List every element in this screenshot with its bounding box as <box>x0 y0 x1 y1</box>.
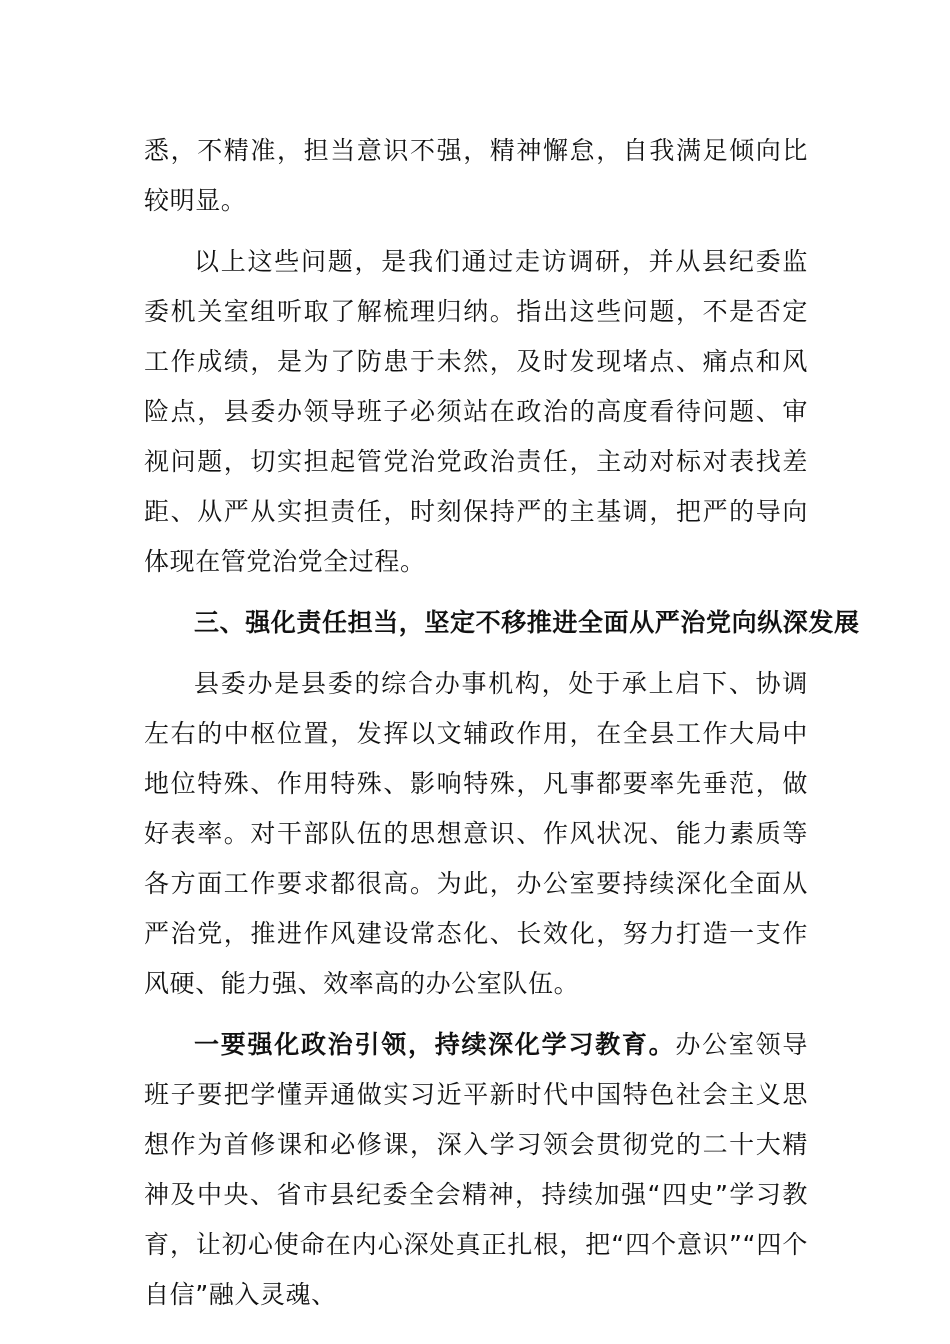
document-body <box>144 126 860 1331</box>
paragraph-lead-bold: 一要强化政治引领，持续深化学习教育。 <box>194 1030 676 1059</box>
paragraph-body: 办公室领导班子要把学懂弄通做实习近平新时代中国特色社会主义思想作为首修课和必修课，深入学习领会贯彻党的二十大精神及中央、省市县纪委全会精神，持续加强“四史”学习教育，让初心使命在内心深处真正扎根，把“四个意识”“四个自信”融入灵魂、 <box>144 1030 808 1309</box>
paragraph-continued: 悉，不精准，担当意识不强，精神懈怠，自我满足倾向比较明显。 <box>144 136 808 215</box>
paragraph-office-role: 县委办是县委的综合办事机构，处于承上启下、协调左右的中枢位置，发挥以文辅政作用，在全县工作大局中地位特殊、作用特殊、影响特殊，凡事都要率先垂范，做好表率。对干部队伍的思想意识、作风状况、能力素质等各方面工作要求都很高。为此，办公室要持续深化全面从严治党，推进作风建设常态化、长效化，努力打造一支作风硬、能力强、效率高的办公室队伍。 <box>144 669 808 998</box>
paragraph-political-guidance <box>144 1020 808 1320</box>
paragraph-problems-summary: 以上这些问题，是我们通过走访调研，并从县纪委监委机关室组听取了解梳理归纳。指出这些问题，不是否定工作成绩，是为了防患于未然，及时发现堵点、痛点和风险点，县委办领导班子必须站在政治的高度看待问题、审视问题，切实担起管党治党政治责任，主动对标对表找差距、从严从实担责任，时刻保持严的主基调，把严的导向体现在管党治党全过程。 <box>144 247 808 576</box>
section-heading-three: 三、强化责任担当，坚定不移推进全面从严治党向纵深发展 <box>194 608 860 637</box>
